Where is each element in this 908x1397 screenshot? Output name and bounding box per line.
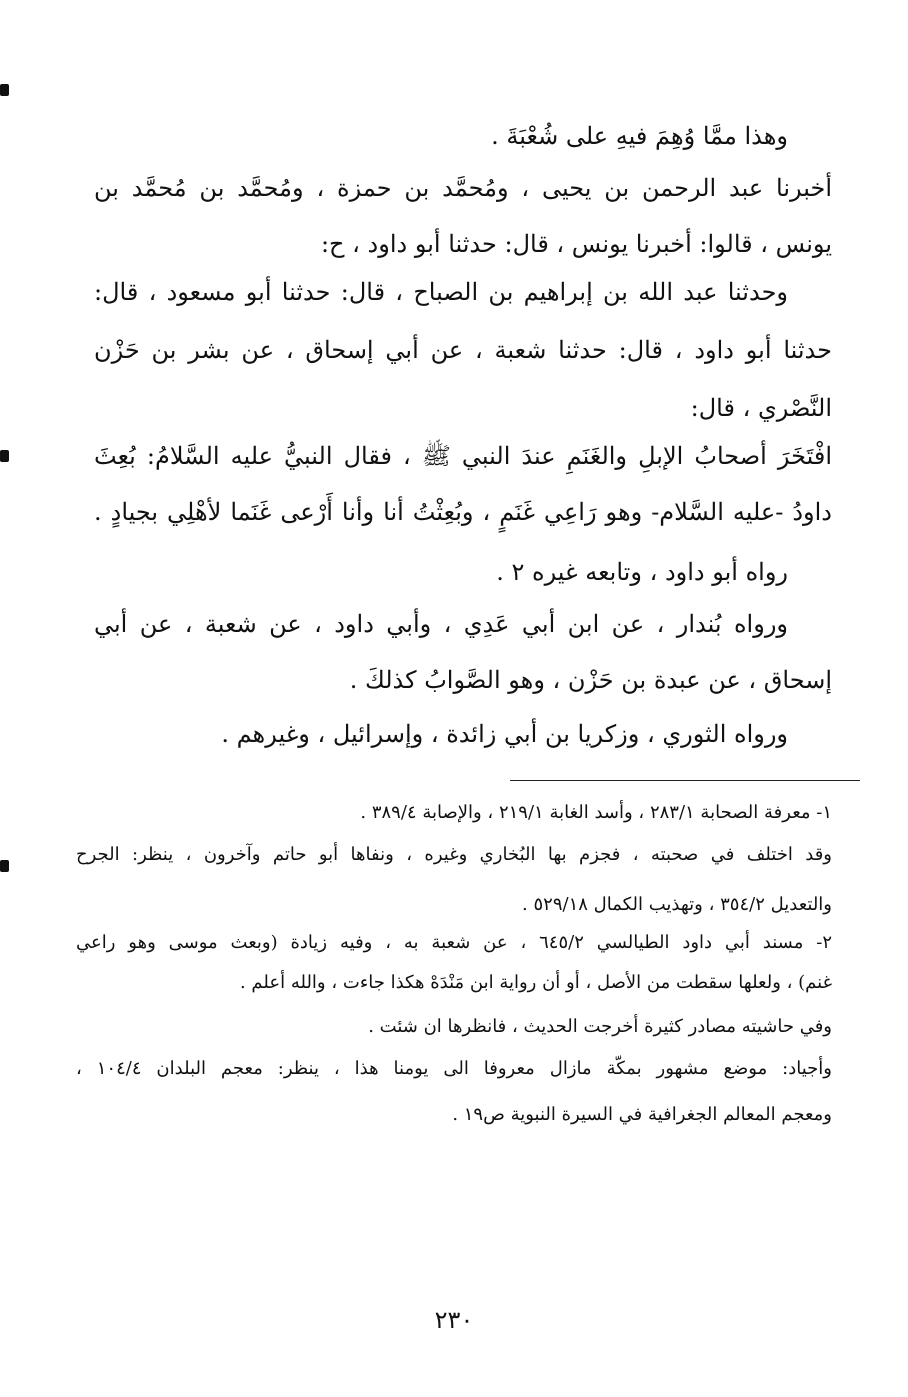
footnote-line-1: ١- معرفة الصحابة ٢٨٣/١ ، وأسد الغابة ٢١٩/١ ، والإصابة ٣٨٩/٤ . [360, 802, 832, 823]
footnote-separator [510, 780, 860, 781]
edge-mark-middle [0, 450, 9, 462]
footnote-line-3: والتعديل ٣٥٤/٢ ، وتهذيب الكمال ٥٢٩/١٨ . [522, 894, 832, 915]
main-line-8: داودُ -عليه السَّلام- وهو رَاعِي غَنَمٍ ، وبُعِثْتُ أنا وأنا أَرْعى غَنَما لأهْلِي بجيادٍ . [94, 498, 832, 526]
main-line-2: أخبرنا عبد الرحمن بن يحيى ، ومُحمَّد بن حمزة ، ومُحمَّد بن مُحمَّد بن [94, 174, 832, 202]
footnote-line-6: وفي حاشيته مصادر كثيرة أخرجت الحديث ، فانظرها ان شئت . [368, 1016, 832, 1037]
main-line-11: إسحاق ، عن عبدة بن حَزْن ، وهو الصَّوابُ كذلكَ . [349, 666, 832, 694]
main-line-5: حدثنا أبو داود ، قال: حدثنا شعبة ، عن أبي إسحاق ، عن بشر بن حَزْن [94, 336, 832, 364]
footnote-line-4: ٢- مسند أبي داود الطيالسي ٦٤٥/٢ ، عن شعبة به ، وفيه زيادة (وبعث موسى وهو راعي [76, 932, 832, 953]
page-number: ٢٣٠ [434, 1306, 474, 1334]
edge-mark-lower [0, 860, 9, 872]
main-line-1: وهذا ممَّا وُهِمَ فيهِ على شُعْبَةَ . [491, 122, 788, 150]
main-line-3: يونس ، قالوا: أخبرنا يونس ، قال: حدثنا أبو داود ، ح: [320, 230, 832, 258]
footnote-line-2: وقد اختلف في صحبته ، فجزم بها البُخاري وغيره ، ونفاها أبو حاتم وآخرون ، ينظر: الجرح [76, 844, 832, 865]
main-line-7: افْتَخَرَ أصحابُ الإبلِ والغَنَمِ عندَ النبي ﷺ ، فقال النبيُّ عليه السَّلامُ: بُعِثَ [94, 442, 832, 470]
main-line-9: رواه أبو داود ، وتابعه غيره ٢ . [496, 558, 788, 586]
footnote-line-5: غنم) ، ولعلها سقطت من الأصل ، أو أن رواية ابن مَنْدَهْ هكذا جاءت ، والله أعلم . [239, 972, 832, 993]
footnote-line-8: ومعجم المعالم الجغرافية في السيرة النبوية ص١٩ . [452, 1104, 832, 1125]
main-line-12: ورواه الثوري ، وزكريا بن أبي زائدة ، وإسرائيل ، وغيرهم . [221, 720, 788, 748]
main-line-10: ورواه بُندار ، عن ابن أبي عَدِي ، وأبي داود ، عن شعبة ، عن أبي [94, 610, 788, 638]
edge-mark-top [0, 84, 9, 96]
main-line-6: النَّصْري ، قال: [690, 394, 832, 422]
main-line-4: وحدثنا عبد الله بن إبراهيم بن الصباح ، قال: حدثنا أبو مسعود ، قال: [94, 278, 788, 306]
footnote-line-7: وأجياد: موضع مشهور بمكّة مازال معروفا الى يومنا هذا ، ينظر: معجم البلدان ١٠٤/٤ ، [76, 1058, 832, 1079]
